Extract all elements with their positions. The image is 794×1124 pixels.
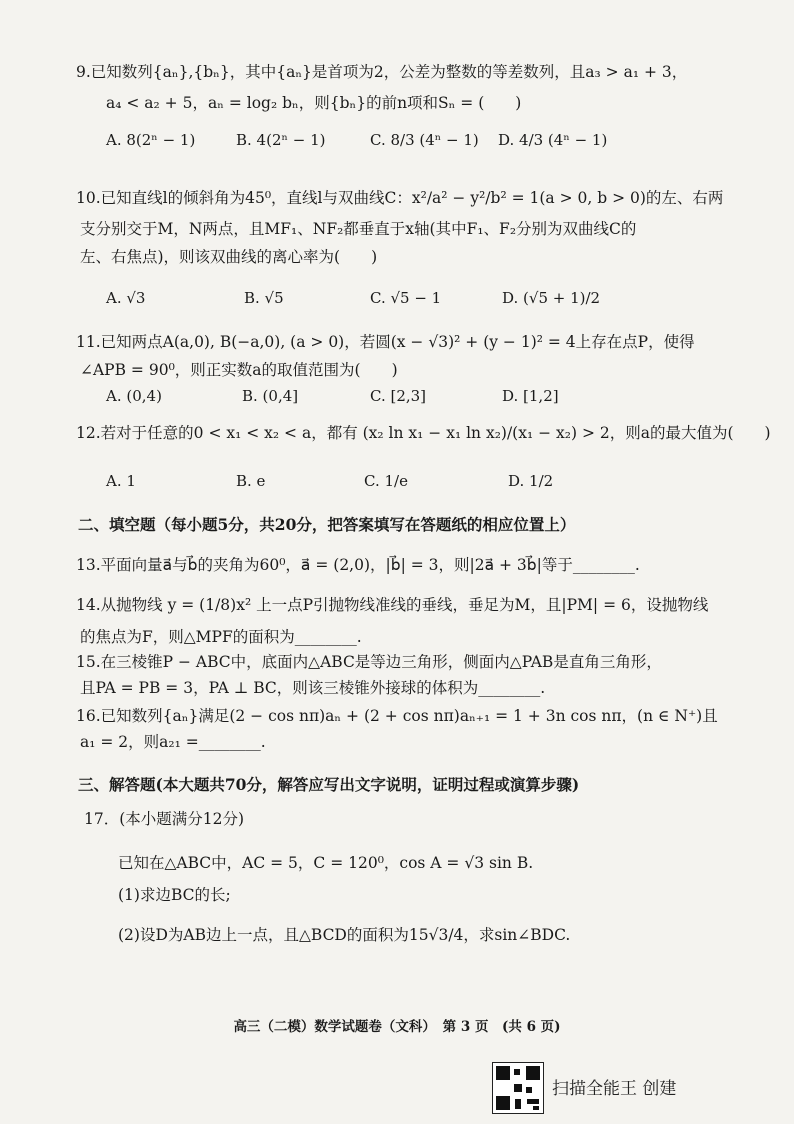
question-number: 14. xyxy=(76,596,101,614)
question-number: 9. xyxy=(76,63,91,81)
question-17-part1: (1)求边BC的长; xyxy=(118,886,231,904)
question-text: 若对于任意的0 < x₁ < x₂ < a，都有 (x₂ ln x₁ − x₁ ln x₂)/(x₁ − x₂) > 2，则a的最大值为( ) xyxy=(100,424,771,442)
question-14-line1 xyxy=(76,590,736,620)
question-17-heading: 17．(本小题满分12分) xyxy=(84,810,245,828)
question-10-line3: 左、右焦点)，则该双曲线的离心率为( ) xyxy=(80,248,378,266)
option-c: C. 8/3 (4ⁿ − 1) xyxy=(370,131,479,149)
option-b: B. 4(2ⁿ − 1) xyxy=(236,131,326,149)
option-a: A. (0,4) xyxy=(106,387,162,405)
question-text: 已知两点A(a,0), B(−a,0), (a > 0)，若圆(x − √3)² + (y − 1)² = 4上存在点P，使得 xyxy=(100,333,695,351)
question-11-line1 xyxy=(76,327,736,357)
option-d: D. (√5 + 1)/2 xyxy=(502,289,601,307)
page-footer: 高三（二模）数学试题卷（文科） 第 3 页 (共 6 页) xyxy=(233,1019,561,1035)
question-11-line2: ∠APB = 90⁰，则正实数a的取值范围为( ) xyxy=(80,361,398,379)
option-b: B. √5 xyxy=(244,289,284,307)
question-text: 已知数列{aₙ}满足(2 − cos nπ)aₙ + (2 + cos nπ)aₙ₊₁ = 1 + 3n cos nπ，(n ∈ N⁺)且 xyxy=(100,707,718,725)
question-text: 已知直线l的倾斜角为45⁰，直线l与双曲线C：x²/a² − y²/b² = 1(a > 0, b > 0)的左、右两 xyxy=(100,189,724,207)
question-text: 在三棱锥P − ABC中，底面内△ABC是等边三角形，侧面内△PAB是直角三角形， xyxy=(100,653,662,671)
option-b: B. e xyxy=(236,472,266,490)
option-a: A. √3 xyxy=(106,289,146,307)
question-text: 已知数列{aₙ},{bₙ}，其中{aₙ}是首项为2，公差为整数的等差数列，且a₃ > a₁ + 3， xyxy=(90,63,688,81)
option-d: D. [1,2] xyxy=(502,387,559,405)
question-text: 平面向量a⃗与b⃗的夹角为60⁰，a⃗ = (2,0)，|b⃗| = 3，则|2a⃗ + 3b⃗|等于________. xyxy=(100,556,640,574)
option-c: C. √5 − 1 xyxy=(370,289,442,307)
question-9-line1 xyxy=(76,57,736,87)
question-12-line1 xyxy=(76,418,771,448)
question-number: 15. xyxy=(76,653,101,671)
section-2-heading: 二、填空题（每小题5分，共20分，把答案填写在答题纸的相应位置上） xyxy=(78,515,576,534)
question-10-line1 xyxy=(76,183,736,213)
question-number: 16. xyxy=(76,707,101,725)
option-a: A. 1 xyxy=(106,472,136,490)
section-3-heading: 三、解答题(本大题共70分，解答应写出文字说明，证明过程或演算步骤) xyxy=(78,775,580,794)
option-b: B. (0,4] xyxy=(242,387,299,405)
option-c: C. [2,3] xyxy=(370,387,427,405)
question-14-line2: 的焦点为F，则△MPF的面积为________. xyxy=(80,628,362,646)
question-text: 从抛物线 y = (1/8)x² 上一点P引抛物线准线的垂线，垂足为M，且|PM| = 6，设抛物线 xyxy=(100,596,709,614)
option-a: A. 8(2ⁿ − 1) xyxy=(106,131,196,149)
question-9-line2: a₄ < a₂ + 5，aₙ = log₂ bₙ，则{bₙ}的前n项和Sₙ = ( ) xyxy=(106,94,522,112)
question-number: 10. xyxy=(76,189,101,207)
scanner-watermark: 扫描全能王 创建 xyxy=(552,1079,677,1099)
question-16-line2: a₁ = 2，则a₂₁ =________. xyxy=(80,733,266,751)
question-10-line2: 支分别交于M，N两点，且MF₁、NF₂都垂直于x轴(其中F₁、F₂分别为双曲线C的 xyxy=(80,220,637,238)
question-number: 12. xyxy=(76,424,101,442)
option-d: D. 4/3 (4ⁿ − 1) xyxy=(498,131,608,149)
question-15-line2: 且PA = PB = 3，PA ⊥ BC，则该三棱锥外接球的体积为________. xyxy=(80,679,546,697)
question-17-part2: (2)设D为AB边上一点，且△BCD的面积为15√3/4，求sin∠BDC. xyxy=(118,926,571,944)
question-17-given: 已知在△ABC中，AC = 5，C = 120⁰，cos A = √3 sin B. xyxy=(118,854,534,872)
option-c: C. 1/e xyxy=(364,472,408,490)
question-number: 13. xyxy=(76,556,101,574)
option-d: D. 1/2 xyxy=(508,472,554,490)
question-number: 11. xyxy=(76,333,101,351)
qr-code-icon xyxy=(492,1062,544,1114)
question-13 xyxy=(76,550,736,580)
